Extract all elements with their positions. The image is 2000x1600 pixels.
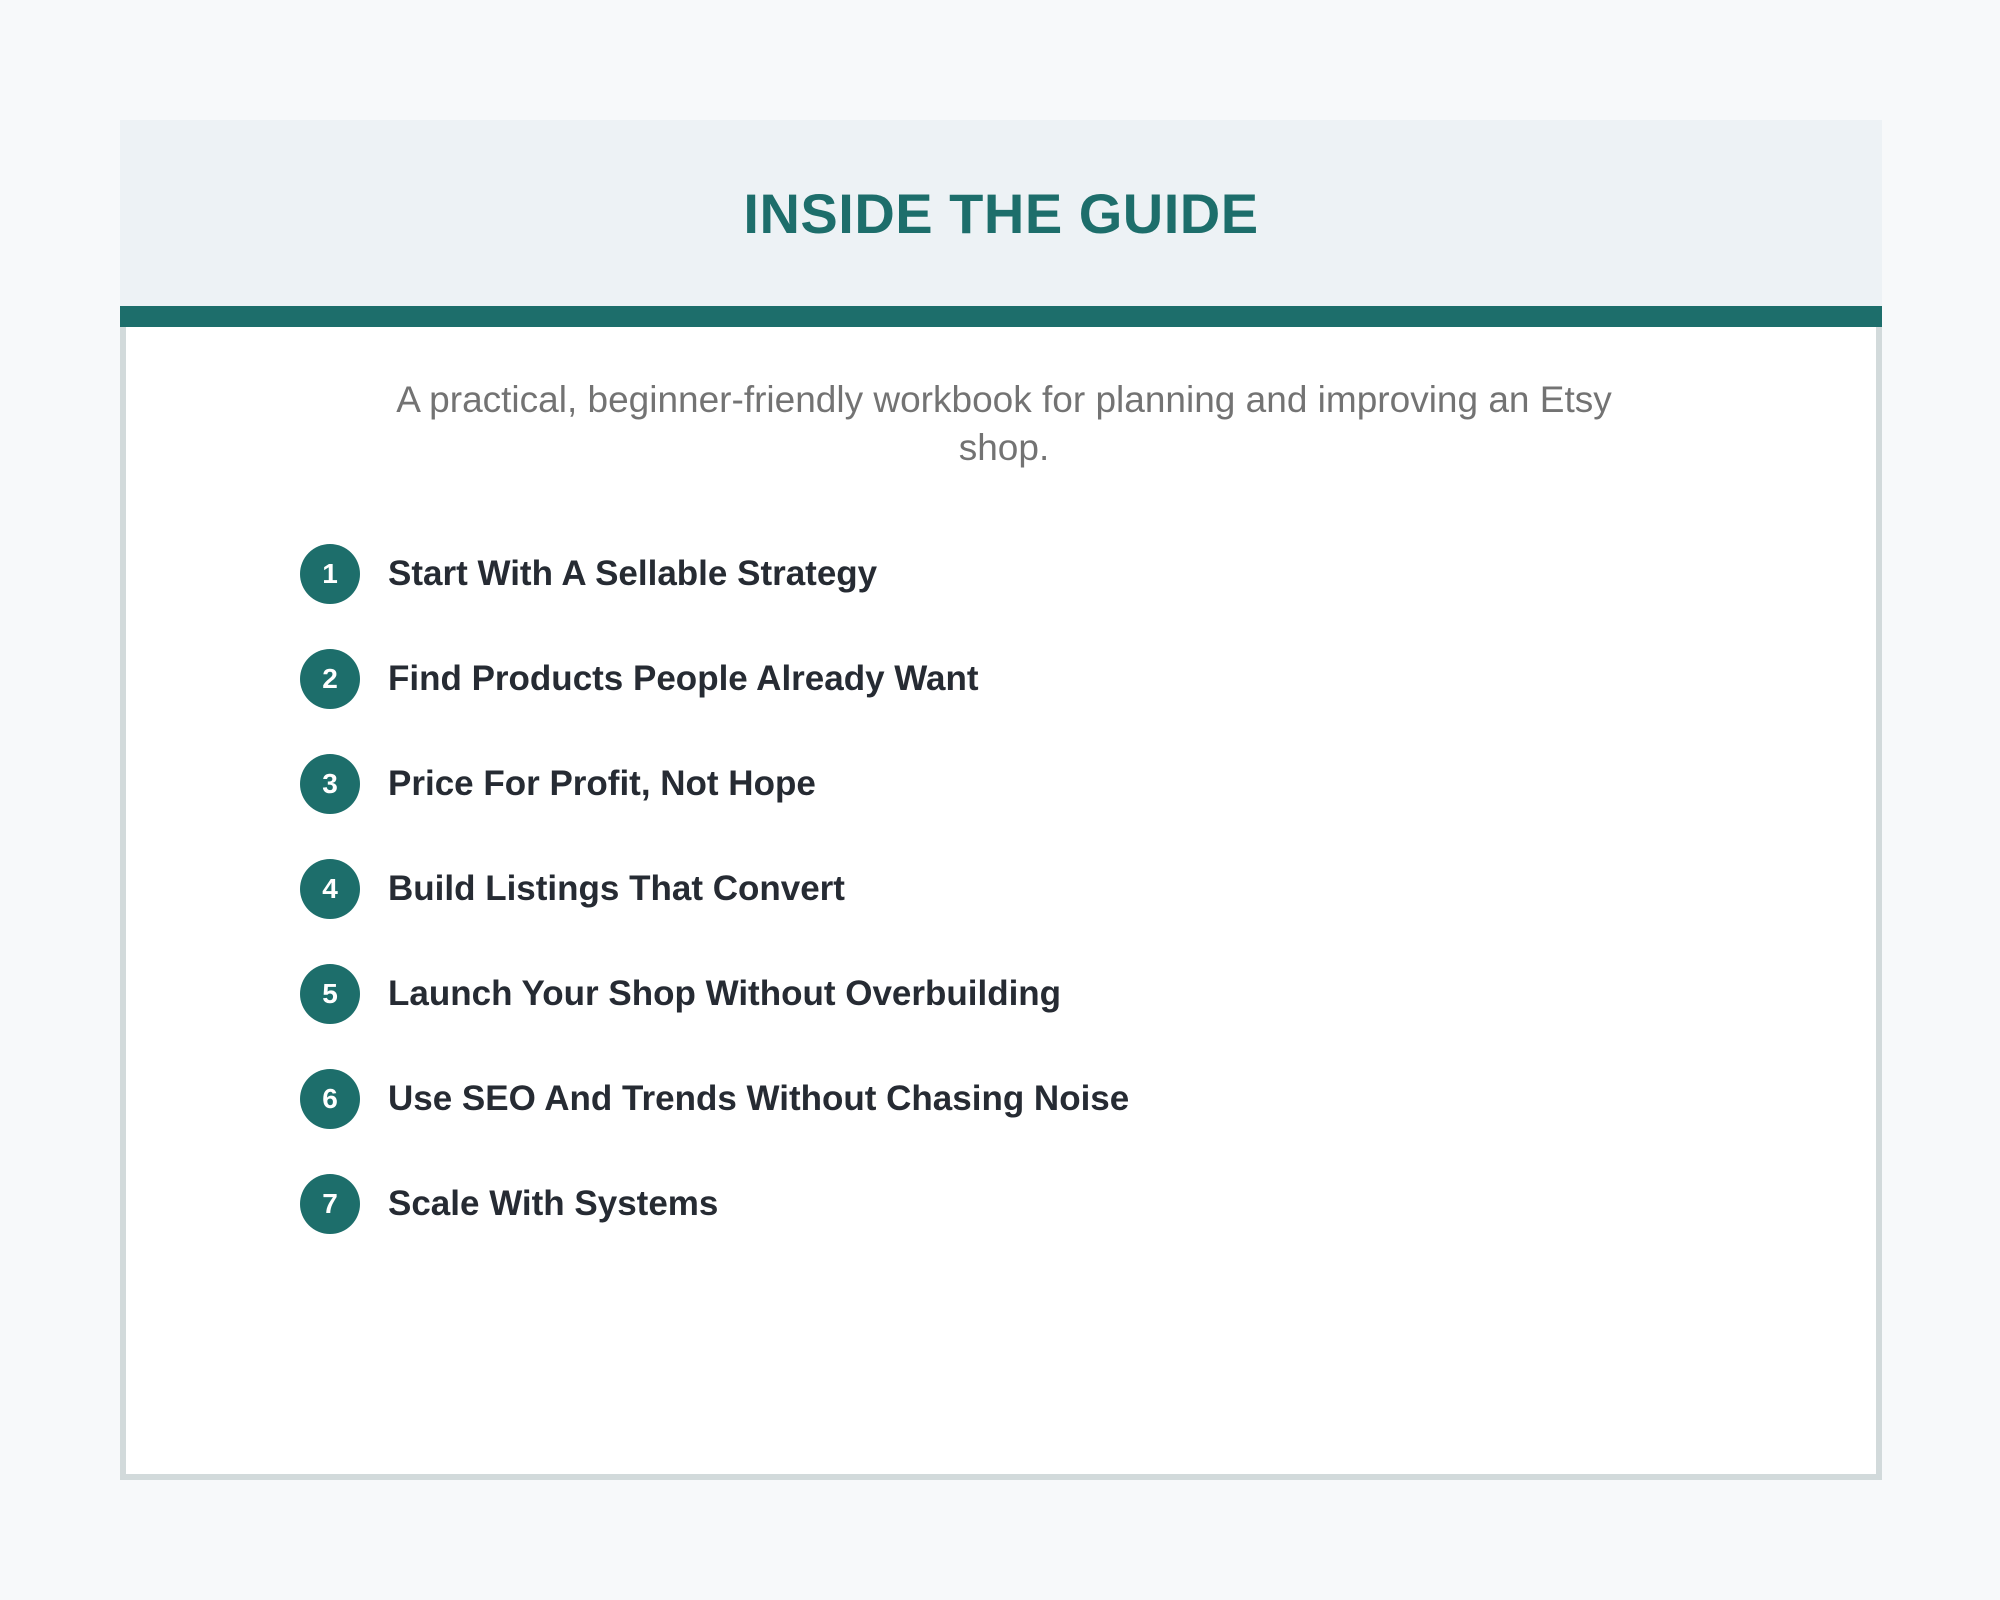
list-item	[300, 836, 1129, 941]
step-number-badge: 4	[300, 859, 360, 919]
list-item	[300, 1046, 1129, 1151]
list-item	[300, 626, 1129, 731]
list-item	[300, 731, 1129, 836]
step-label: Find Products People Already Want	[388, 658, 979, 698]
guide-steps-list	[300, 521, 1129, 1256]
list-item	[300, 1151, 1129, 1256]
step-label: Launch Your Shop Without Overbuilding	[388, 973, 1062, 1013]
guide-subtitle: A practical, beginner-friendly workbook for planning and improving an Etsy shop.	[396, 379, 1612, 468]
list-item	[300, 941, 1129, 1046]
step-label: Use SEO And Trends Without Chasing Noise	[388, 1078, 1130, 1118]
card-header	[120, 120, 1882, 306]
list-item	[300, 521, 1129, 626]
step-number-badge: 5	[300, 964, 360, 1024]
step-label: Build Listings That Convert	[388, 868, 845, 908]
step-number-badge: 6	[300, 1069, 360, 1129]
step-label: Price For Profit, Not Hope	[388, 763, 816, 803]
step-number-badge: 2	[300, 649, 360, 709]
guide-card	[120, 120, 1882, 1480]
step-label: Scale With Systems	[388, 1183, 719, 1223]
step-number-badge: 1	[300, 544, 360, 604]
step-number-badge: 7	[300, 1174, 360, 1234]
step-label: Start With A Sellable Strategy	[388, 553, 878, 593]
header-divider	[120, 306, 1882, 327]
page-title: INSIDE THE GUIDE	[743, 181, 1259, 245]
step-number-badge: 3	[300, 754, 360, 814]
